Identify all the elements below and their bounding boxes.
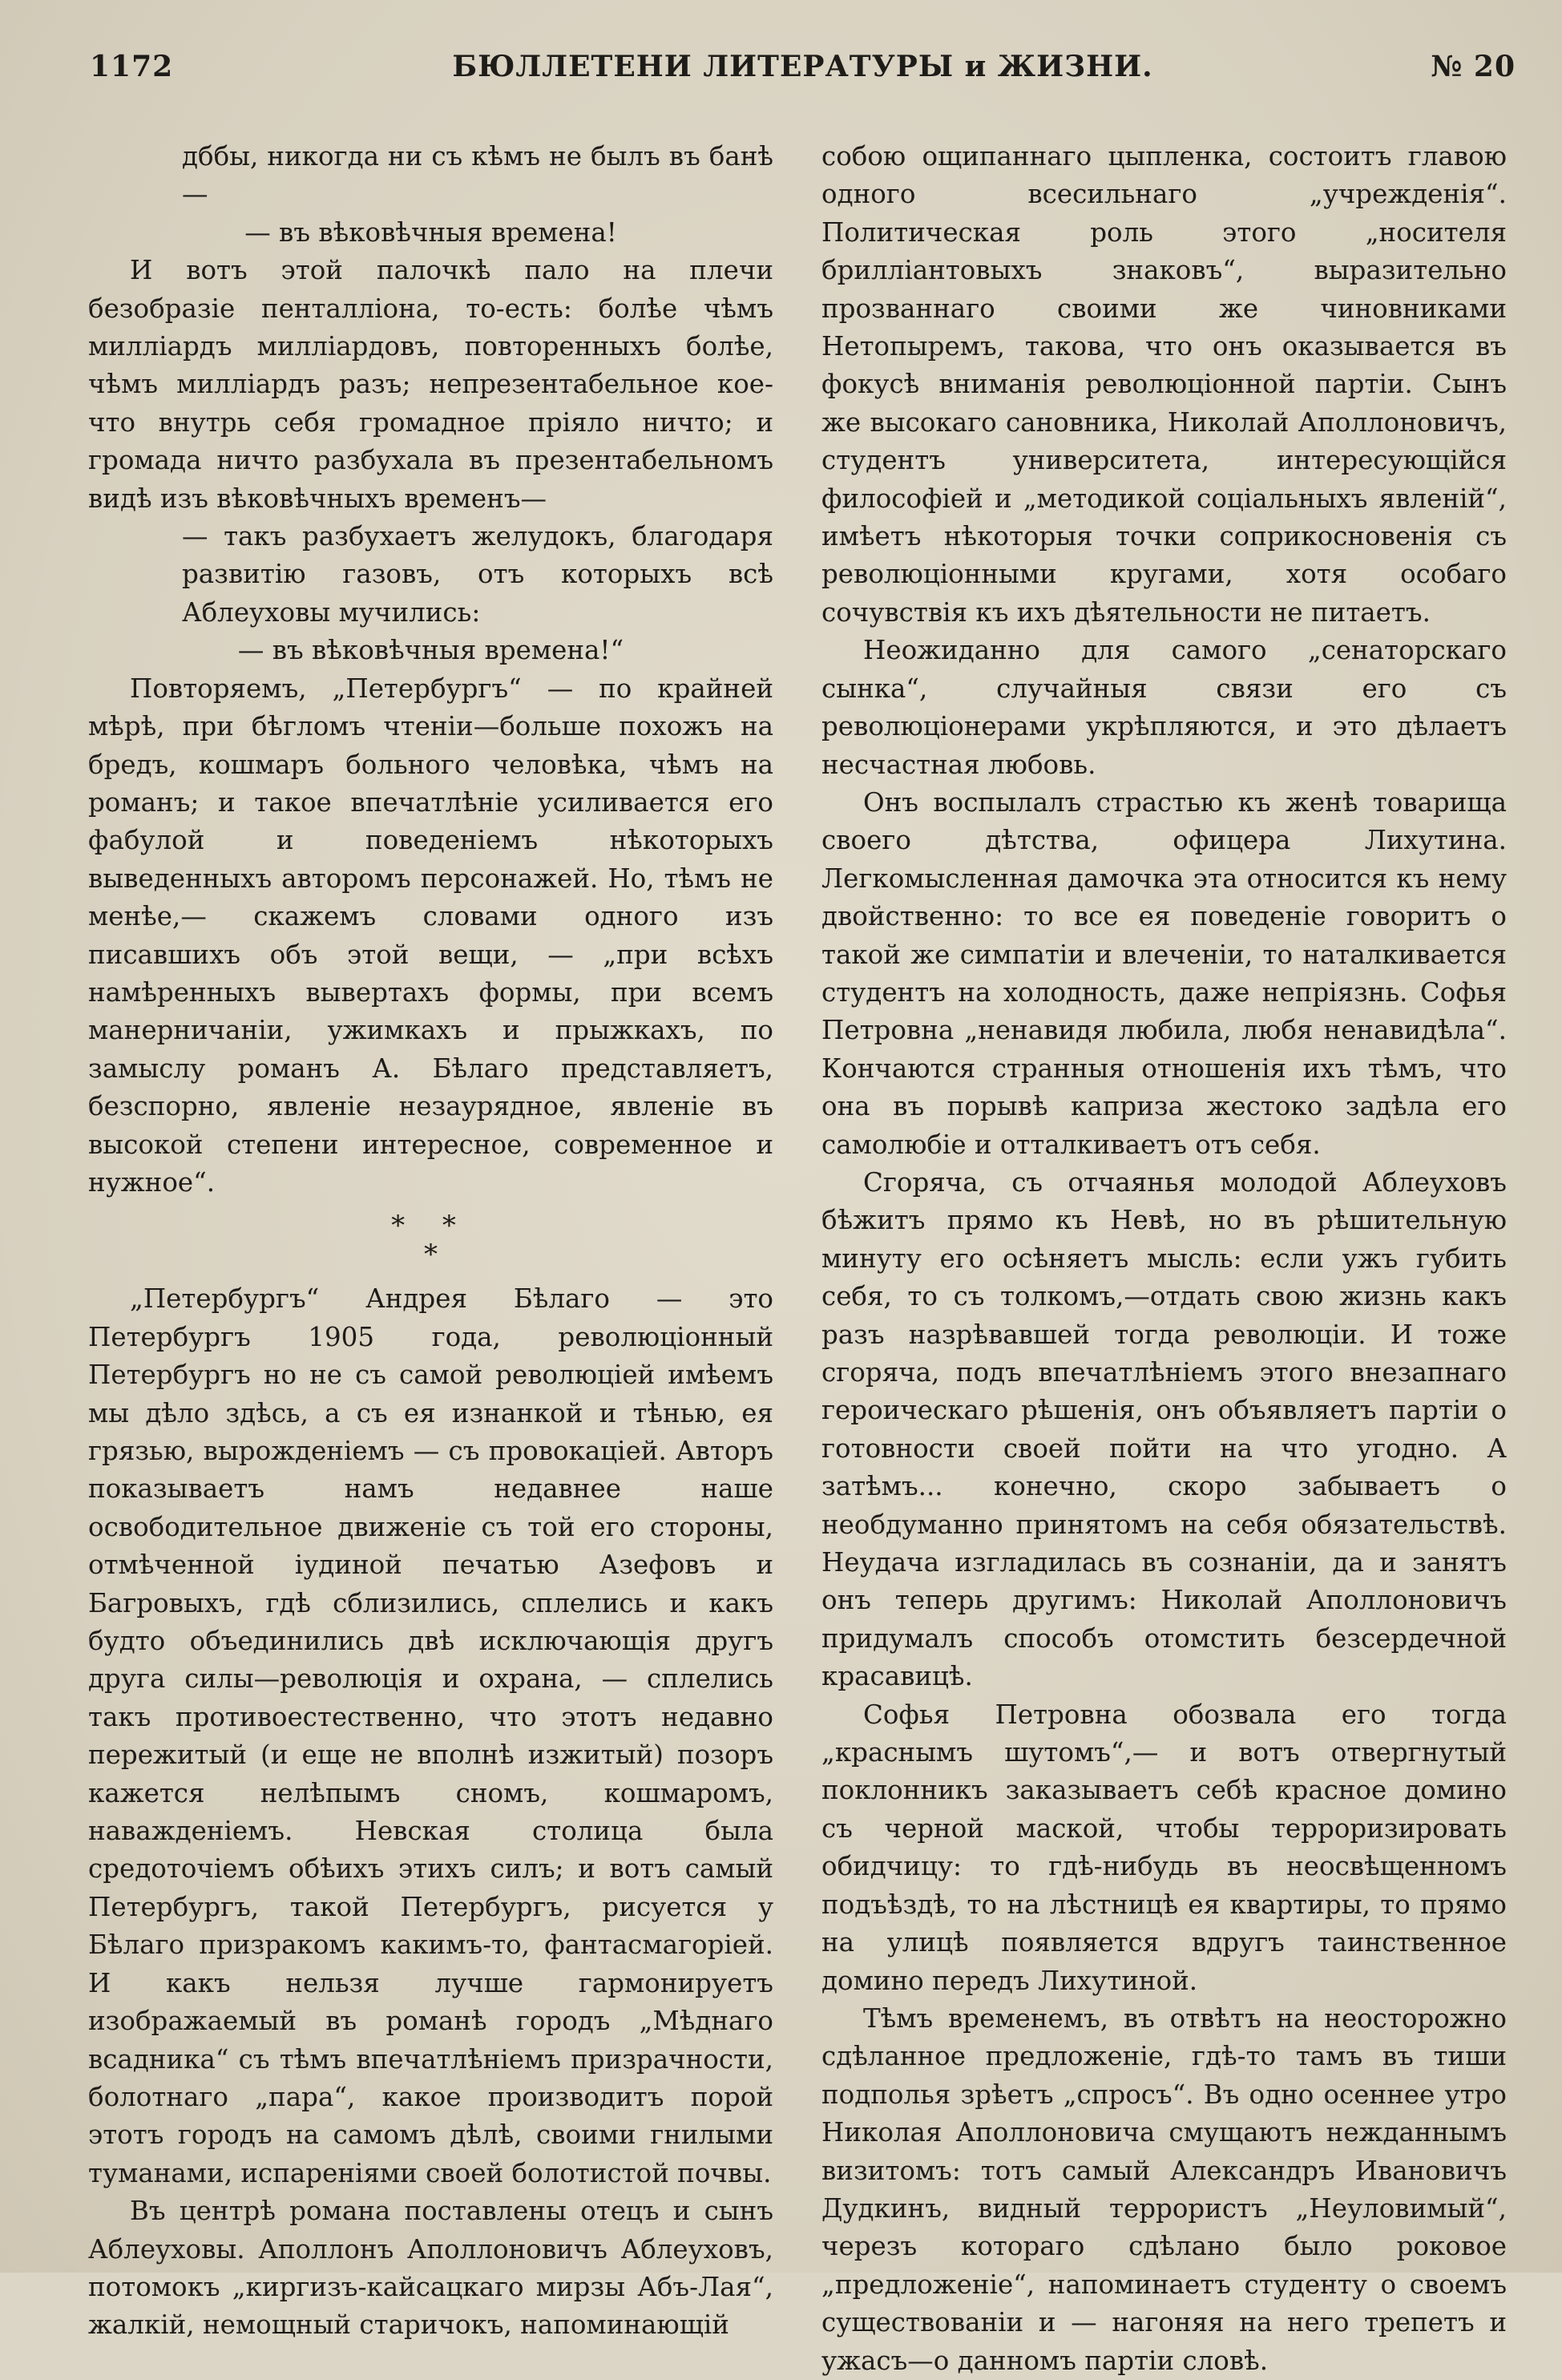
paragraph: Тѣмъ временемъ, въ отвѣтъ на неосторожно сдѣланное предложеніе, гдѣ-то тамъ въ тиши подполья зрѣетъ „спросъ“. Въ одно осеннее утро Николая Аполлоновича смущаютъ нежданнымъ визитомъ: тотъ самый Александръ Ивановичъ Дудкинъ, видный террористъ „Неуловимый“, черезъ котораго сдѣлано было роковое „предложеніе“, напоминаетъ студенту о своемъ существованіи и — нагоняя на него трепетъ и ужасъ—о данномъ партіи словѣ. bbox=[821, 2002, 1507, 2376]
divider-stars-bottom: * bbox=[424, 1238, 438, 1271]
section-divider bbox=[88, 1211, 773, 1269]
right-column bbox=[821, 138, 1507, 2380]
quote-line: дббы, никогда ни съ кѣмъ не былъ въ банѣ — bbox=[182, 141, 773, 210]
left-column bbox=[88, 138, 773, 2345]
issue-number: № 20 bbox=[1431, 50, 1516, 83]
running-title: БЮЛЛЕТЕНИ ЛИТЕРАТУРЫ и ЖИЗНИ. bbox=[452, 50, 1153, 83]
paragraph: Въ центрѣ романа поставлены отецъ и сынъ Аблеуховы. Аполлонъ Аполлоновичъ Аблеуховъ, потомокъ „киргизъ-кайсацкаго мирзы Абъ-Лая“, жалкій, немощный старичокъ, напоминающій bbox=[88, 2196, 773, 2341]
paragraph: „Петербургъ“ Андрея Бѣлаго — это Петербургъ 1905 года, революціонный Петербургъ но не съ самой революціей имѣемъ мы дѣло здѣсь, а съ ея изнанкой и тѣнью, ея грязью, вырожденіемъ — съ провокаціей. Авторъ показываетъ намъ недавнее наше освободительное движеніе съ той его стороны, отмѣченной іудиной печатью Азефовъ и Багровыхъ, гдѣ сблизились, сплелись и какъ будто объединились двѣ исключающія другъ друга силы—революція и охрана, — сплелись такъ противоестественно, что этотъ недавно пережитый (и еще не вполнѣ изжитый) позоръ кажется нелѣпымъ сномъ, кошмаромъ, наважденіемъ. Невская столица была средоточіемъ обѣихъ этихъ силъ; и вотъ самый Петербургъ, такой Петербургъ, рисуется у Бѣлаго призракомъ какимъ-то, фантасмагоріей. И какъ нельзя лучше гармонируетъ изображаемый въ романѣ городъ „Мѣднаго всадника“ съ тѣмъ впечатлѣніемъ призрачности, болотнаго „пара“, какое производитъ порой этотъ городъ на самомъ дѣлѣ, своими гнилыми туманами, испареніями своей болотистой почвы. bbox=[88, 1283, 773, 2188]
paragraph: Повторяемъ, „Петербургъ“ — по крайней мѣрѣ, при бѣгломъ чтеніи—больше похожъ на бредъ, кошмаръ больного человѣка, чѣмъ на романъ; и такое впечатлѣніе усиливается его фабулой и поведеніемъ нѣкоторыхъ выведенныхъ авторомъ персонажей. Но, тѣмъ не менѣе,— скажемъ словами одного изъ писавшихъ объ этой вещи, — „при всѣхъ намѣренныхъ вывертахъ формы, при всемъ манерничаніи, ужимкахъ и прыжкахъ, по замыслу романъ А. Бѣлаго представляетъ, безспорно, явленіе незаурядное, явленіе въ высокой степени интересное, современное и нужное“. bbox=[88, 673, 773, 1198]
page-header bbox=[90, 50, 1516, 106]
paragraph: Сгоряча, съ отчаянья молодой Аблеуховъ бѣжитъ прямо къ Невѣ, но въ рѣшительную минуту его осѣняетъ мысль: если ужъ губить себя, то съ толкомъ,—отдать свою жизнь какъ разъ назрѣвавшей тогда революціи. И тоже сгоряча, подъ впечатлѣніемъ этого внезапнаго героическаго рѣшенія, онъ объявляетъ партіи о готовности своей пойти на что угодно. А затѣмъ... конечно, скоро забываетъ о необдуманно принятомъ на себя обязательствѣ. Неудача изгладилась въ сознаніи, да и занятъ онъ теперь другимъ: Николай Аполлоновичъ придумалъ способъ отомстить безсердечной красавицѣ. bbox=[821, 1166, 1507, 1692]
paragraph: собою ощипаннаго цыпленка, состоитъ главою одного всесильнаго „учрежденія“. Политическая роль этого „носителя брилліантовыхъ знаковъ“, выразительно прозваннаго своими же чиновниками Нетопыремъ, такова, что онъ оказывается въ фокусѣ вниманія революціонной партіи. Сынъ же высокаго сановника, Николай Аполлоновичъ, студентъ университета, интересующійся философіей и „методикой соціальныхъ явленій“, имѣетъ нѣкоторыя точки соприкосновенія съ революціонными кругами, хотя особаго сочувствія къ ихъ дѣятельности не питаетъ. bbox=[821, 141, 1507, 628]
paragraph: Онъ воспылалъ страстью къ женѣ товарища своего дѣтства, офицера Лихутина. Легкомысленная дамочка эта относится къ нему двойственно: то все ея поведеніе говоритъ о такой же симпатіи и влеченіи, то наталкивается студентъ на холодность, даже непріязнь. Софья Петровна „ненавидя любила, любя ненавидѣла“. Кончаются странныя отношенія ихъ тѣмъ, что она въ порывѣ каприза жестоко задѣла его самолюбіе и отталкиваетъ отъ себя. bbox=[821, 786, 1507, 1160]
paragraph: Неожиданно для самого „сенаторскаго сынка“, случайныя связи его съ революціонерами укрѣпляются, и это дѣлаетъ несчастная любовь. bbox=[821, 635, 1507, 780]
quote-line: — въ вѣковѣчныя времена!“ bbox=[237, 635, 624, 666]
paragraph: И вотъ этой палочкѣ пало на плечи безобразіе пенталліона, то-есть: болѣе чѣмъ милліардъ милліардовъ, повторенныхъ болѣе, чѣмъ милліардъ разъ; непрезентабельное кое-что внутрь себя громадное пріяло ничто; и громада ничто разбухала въ презентабельномъ видѣ изъ вѣковѣчныхъ временъ— bbox=[88, 255, 773, 514]
divider-stars-top: * * bbox=[391, 1210, 470, 1243]
page-number: 1172 bbox=[90, 50, 174, 83]
quote-line: — въ вѣковѣчныя времена! bbox=[244, 216, 617, 248]
paragraph: Софья Петровна обозвала его тогда „краснымъ шутомъ“,— и вотъ отвергнутый поклонникъ заказываетъ себѣ красное домино съ черной маской, чтобы терроризировать обидчицу: то гдѣ-нибудь въ неосвѣщенномъ подъѣздѣ, то на лѣстницѣ ея квартиры, то прямо на улицѣ появляется вдругъ таинственное домино передъ Лихутиной. bbox=[821, 1699, 1507, 1996]
quote-line: — такъ разбухаетъ желудокъ, благодаря развитію газовъ, отъ которыхъ всѣ Аблеуховы мучились: bbox=[182, 521, 773, 628]
